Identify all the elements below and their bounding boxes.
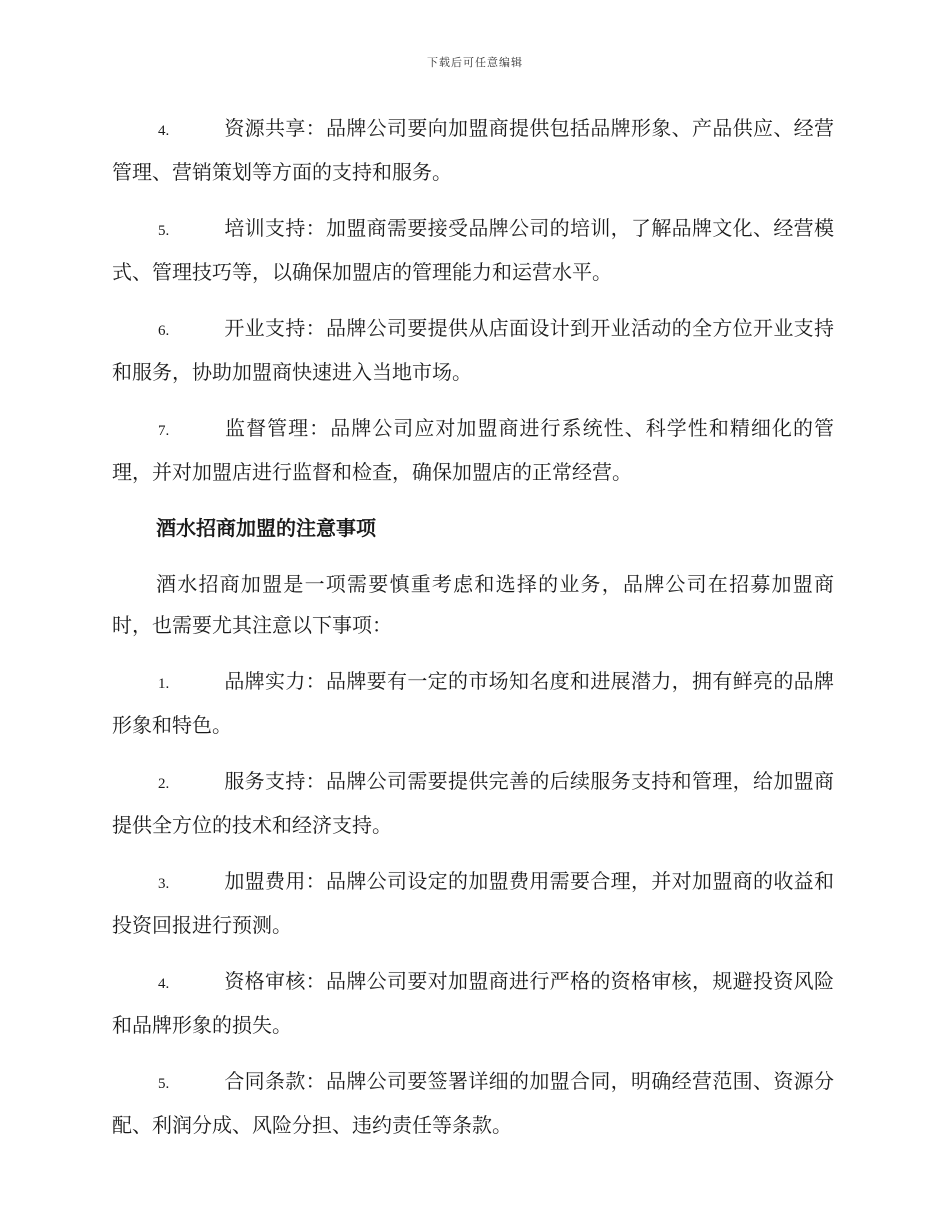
list-number: 6. (158, 323, 170, 339)
list-item (112, 108, 834, 193)
list-number: 5. (158, 223, 170, 239)
list-item (112, 761, 834, 846)
list-number: 2. (158, 776, 170, 792)
page-header: 下载后可任意编辑 (427, 56, 523, 69)
section-intro: 酒水招商加盟是一项需要慎重考虑和选择的业务，品牌公司在招募加盟商时，也需要尤其注意以下事项： (112, 572, 834, 637)
list-number: 4. (158, 123, 170, 139)
list-item (112, 408, 834, 493)
list-text: 监督管理：品牌公司应对加盟商进行系统性、科学性和精细化的管理，并对加盟店进行监督和检查，确保加盟店的正常经营。 (112, 416, 834, 484)
list-item (112, 308, 834, 393)
list-text: 资源共享：品牌公司要向加盟商提供包括品牌形象、产品供应、经营管理、营销策划等方面的支持和服务。 (112, 116, 834, 184)
list-number: 1. (158, 676, 170, 692)
list-number: 7. (158, 423, 170, 439)
list-text: 加盟费用：品牌公司设定的加盟费用需要合理，并对加盟商的收益和投资回报进行预测。 (112, 869, 834, 937)
list-text: 资格审核：品牌公司要对加盟商进行严格的资格审核，规避投资风险和品牌形象的损失。 (112, 969, 834, 1037)
document-body (112, 108, 834, 1161)
list-text: 合同条款：品牌公司要签署详细的加盟合同，明确经营范围、资源分配、利润分成、风险分担、违约责任等条款。 (112, 1069, 834, 1137)
list-text: 开业支持：品牌公司要提供从店面设计到开业活动的全方位开业支持和服务，协助加盟商快速进入当地市场。 (112, 316, 834, 384)
list-item (112, 1061, 834, 1146)
list-text: 品牌实力：品牌要有一定的市场知名度和进展潜力，拥有鲜亮的品牌形象和特色。 (112, 669, 834, 737)
list-number: 5. (158, 1076, 170, 1092)
list-item (112, 661, 834, 746)
list-item (112, 961, 834, 1046)
list-item (112, 208, 834, 293)
list-number: 4. (158, 976, 170, 992)
list-item (112, 861, 834, 946)
section-heading: 酒水招商加盟的注意事项 (156, 516, 376, 540)
list-text: 培训支持：加盟商需要接受品牌公司的培训，了解品牌文化、经营模式、管理技巧等，以确保加盟店的管理能力和运营水平。 (112, 216, 834, 284)
list-number: 3. (158, 876, 170, 892)
list-text: 服务支持：品牌公司需要提供完善的后续服务支持和管理，给加盟商提供全方位的技术和经济支持。 (112, 769, 834, 837)
